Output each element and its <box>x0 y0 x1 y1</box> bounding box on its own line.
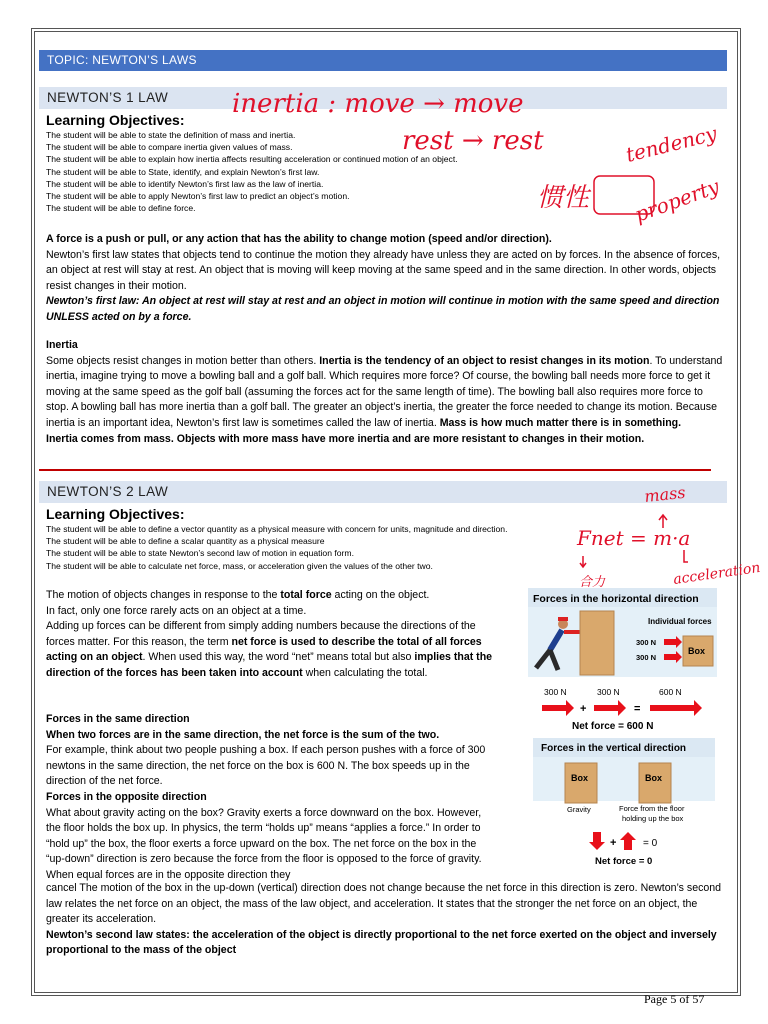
net-force-definition: net force is used to describe the total of all forces acting on an object <box>46 635 482 664</box>
equals-zero: = 0 <box>643 838 658 849</box>
objective-item: The student will be able to compare inertia given values of mass. <box>46 142 293 153</box>
force-label: 300 N <box>544 687 567 697</box>
box-label: Box <box>645 773 663 783</box>
inertia-heading: Inertia <box>46 339 78 351</box>
force-label: 300 N <box>636 653 657 662</box>
handwritten-note-rest: rest → rest <box>402 126 544 156</box>
objective-item: The student will be able to define force. <box>46 203 196 214</box>
objective-item: The student will be able to define a vector quantity as a physical measure with concern for units, magnitude and direction. <box>46 524 508 534</box>
equals-sign: = <box>634 703 641 715</box>
objective-item: The student will be able to apply Newton’s first law to predict an object’s motion. <box>46 191 350 202</box>
handwritten-note-inertia: inertia : move → move <box>232 89 524 119</box>
second-law-text: cancel The motion of the box in the up-down (vertical) direction does not change because the net force in this direction is zero. Newton’s second law relates the net force on an object, the mass of the law object, and acceleration. It states that the stronger the net force on an object, the greater its acceleration. <box>46 882 722 926</box>
page-number: Page 5 of 57 <box>644 992 705 1006</box>
inertia-mass-statement: Inertia comes from mass. Objects with more mass have more inertia and are more resistant to changes in their motion. <box>46 432 645 445</box>
force-definition-bold: A force is a push or pull, or any action that has the ability to change motion (speed and/or direction). <box>46 233 552 245</box>
plus-sign: + <box>580 703 587 715</box>
text: . When used this way, the word “net” means total but also <box>142 651 415 664</box>
handwritten-word-acceleration: acceleration <box>672 559 762 588</box>
force-label: 600 N <box>659 687 682 697</box>
objective-item: The student will be able to explain how inertia affects resulting acceleration or continued motion of an object. <box>46 154 458 165</box>
text: Adding up forces can be different from simply adding numbers because the directions of the forces matter. For this reason, the term <box>46 620 476 648</box>
floor-force-label: holding up the box <box>622 814 684 823</box>
handwritten-word-property: property <box>631 174 723 227</box>
inertia-text-2: . To understand inertia, imagine trying to move a bowling ball and a golf ball. Which requires more force? Of course, the bowling ball needs more force to get it moving at the same speed as the golf ball (assuming the forces act for the same length of time). The bowling ball also requires more force to stop. A bowling ball has more inertia than a golf ball. The greater an object’s inertia, the greater the force needed to change its motion. Because inertia is an important idea, Newton’s first law is sometimes called the law of inertia. <box>46 354 723 429</box>
text: when calculating the total. <box>302 666 428 679</box>
opposite-direction-heading: Forces in the opposite direction <box>46 790 207 803</box>
handwritten-word-tendency: tendency <box>623 121 720 167</box>
same-direction-rule: When two forces are in the same direction, the net force is the sum of the two. <box>46 728 440 741</box>
total-force-term: total force <box>280 589 332 601</box>
learning-objectives-title-law1: Learning Objectives: <box>46 112 185 128</box>
direction-note: implies that the direction of the forces has been taken into account <box>46 651 493 679</box>
figure-title: Forces in the horizontal direction <box>533 593 699 605</box>
handwritten-marks <box>580 176 688 567</box>
objective-item: The student will be able to calculate net force, mass, or acceleration given the values of the other two. <box>46 560 433 571</box>
objective-item: The student will be able to State, identify, and explain Newton’s first law. <box>46 166 320 177</box>
inertia-text-1: Some objects resist changes in motion better than others. <box>46 354 320 367</box>
handwritten-chinese-inertia: 惯性 <box>537 183 590 213</box>
same-direction-text: For example, think about two people pushing a box. If each person pushes with a force of 300 newtons in the same direction, the net force on the box is 600 N. The box speeds up in the direction of the net force. <box>46 744 486 788</box>
objective-item: The student will be able to state Newton’s second law of motion in equation form. <box>46 548 354 559</box>
handwritten-chinese-net: 合力 <box>579 575 606 590</box>
net-force-label: Net force = 0 <box>595 856 653 867</box>
figure-title: Forces in the vertical direction <box>541 743 687 754</box>
learning-objectives-title-law2: Learning Objectives: <box>46 506 185 522</box>
net-force-label: Net force = 600 N <box>572 721 654 732</box>
force-label: 300 N <box>597 687 620 697</box>
objective-item: The student will be able to identify Newton’s first law as the law of inertia. <box>46 178 324 189</box>
handwritten-formula: Fnet = m·a <box>577 526 691 550</box>
section-title-law2: NEWTON’S 2 LAW <box>39 481 727 503</box>
inertia-definition: Inertia is the tendency of an object to resist changes in its motion <box>319 354 650 367</box>
force-label: 300 N <box>636 638 657 647</box>
handwritten-arrow-down-icon <box>580 556 586 567</box>
text: The motion of objects changes in response to the <box>46 589 281 601</box>
box-label: Box <box>571 773 589 783</box>
first-law-statement: Newton’s first law: An object at rest will stay at rest and an object in motion will continue in motion with the same speed and direction UNLESS acted on by a force. <box>46 295 720 323</box>
mass-definition: Mass is how much matter there is in something. <box>439 416 682 429</box>
handwritten-word-mass: mass <box>643 482 687 506</box>
opposite-direction-text: What about gravity acting on the box? Gravity exerts a force downward on the box. However, the floor holds the box up. In physics, the term “holds up” means “applies a force.” In order to “hold up” the box, the floor exerts a force upward on the box. The net force on the box in the “up-down” direction is zero because the force from the floor is opposed to the force of gravity. When equal forces are in the opposite direction they <box>46 806 482 881</box>
plus-sign: + <box>610 837 617 849</box>
text: acting on the object. <box>331 589 430 601</box>
individual-forces-label: Individual forces <box>648 617 712 626</box>
same-direction-heading: Forces in the same direction <box>46 713 190 725</box>
objective-item: The student will be able to state the definition of mass and inertia. <box>46 130 296 140</box>
floor-force-label: Force from the floor <box>619 804 685 813</box>
first-law-explanation: Newton’s first law states that objects tend to continue the motion they already have unless they are acted on by forces. In the absence of forces, an object at rest will stay at rest. An object that is moving will keep moving at the same speed and in the same direction. In other words, objects resist changes in their motion. <box>46 248 721 292</box>
gravity-label: Gravity <box>567 805 591 814</box>
second-law-statement: Newton’s second law states: the acceleration of the object is directly proportional to the net force exerted on the object and inversely proportional to the mass of the object <box>46 928 717 957</box>
handwritten-arrow-icon <box>684 550 688 562</box>
box-label: Box <box>688 646 706 656</box>
section-title-law1: NEWTON’S 1 LAW <box>39 87 727 109</box>
text: In fact, only one force rarely acts on an object at a time. <box>46 604 307 617</box>
objective-item: The student will be able to define a scalar quantity as a physical measure <box>46 536 325 547</box>
topic-header: TOPIC: NEWTON’S LAWS <box>39 50 727 71</box>
